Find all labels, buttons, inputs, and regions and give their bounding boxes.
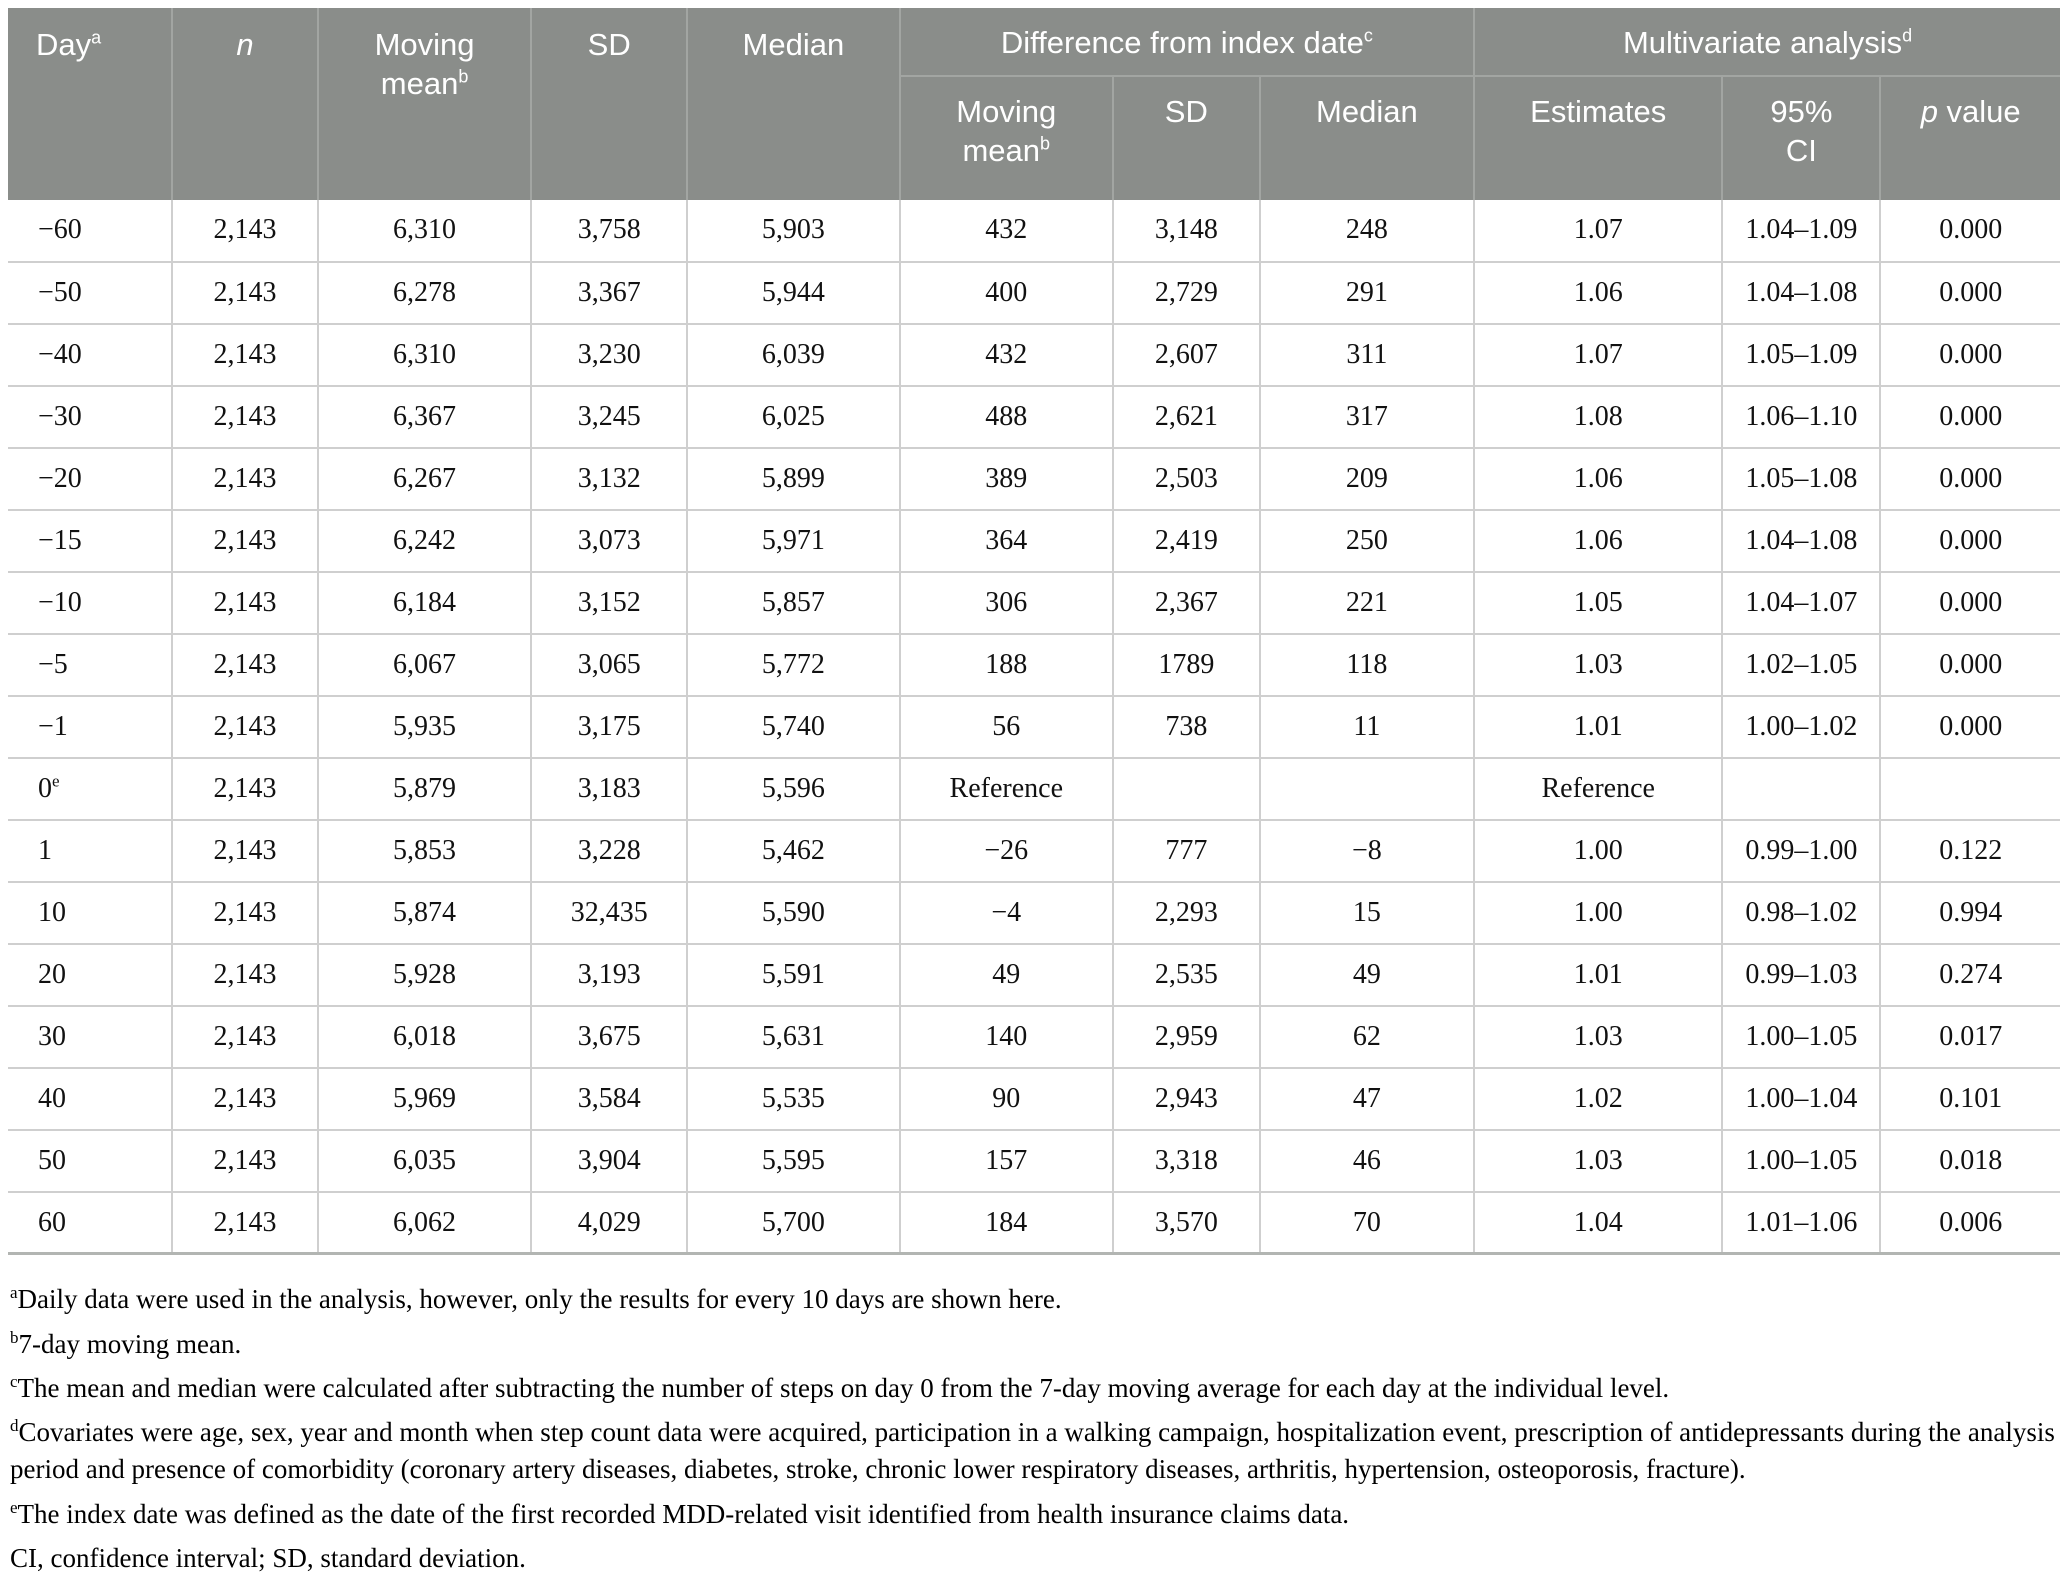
cell-mm: 6,067 (318, 634, 531, 696)
header-day-label: Day (36, 27, 92, 62)
header-n-label: n (236, 27, 254, 62)
cell-ci: 1.00–1.02 (1722, 696, 1880, 758)
table-row (8, 758, 2060, 820)
header-diff-group (900, 8, 1475, 76)
table-row (8, 1068, 2060, 1130)
cell-est: 1.07 (1474, 200, 1722, 262)
cell-sd: 3,073 (531, 510, 687, 572)
cell-ci: 1.05–1.08 (1722, 448, 1880, 510)
table-row (8, 1130, 2060, 1192)
header-diff-median (1260, 76, 1474, 200)
cell-p: 0.006 (1880, 1192, 2060, 1254)
table-row (8, 1192, 2060, 1254)
cell-day: 50 (8, 1130, 172, 1192)
cell-ci: 1.05–1.09 (1722, 324, 1880, 386)
cell-mm: 6,278 (318, 262, 531, 324)
cell-p: 0.018 (1880, 1130, 2060, 1192)
cell-n: 2,143 (172, 882, 318, 944)
table-row (8, 510, 2060, 572)
cell-p: 0.122 (1880, 820, 2060, 882)
cell-d_med: 291 (1260, 262, 1474, 324)
cell-sd: 3,245 (531, 386, 687, 448)
cell-d_sd: 2,729 (1113, 262, 1260, 324)
cell-med: 5,772 (687, 634, 899, 696)
cell-d_med: −8 (1260, 820, 1474, 882)
cell-d_mm: 400 (900, 262, 1113, 324)
cell-p: 0.000 (1880, 510, 2060, 572)
cell-d_sd: 2,419 (1113, 510, 1260, 572)
table-row (8, 448, 2060, 510)
cell-d_med: 11 (1260, 696, 1474, 758)
header-95-ci-wrap (1765, 93, 1837, 171)
cell-mm: 6,062 (318, 1192, 531, 1254)
cell-sd: 3,228 (531, 820, 687, 882)
cell-d_sd: 2,293 (1113, 882, 1260, 944)
cell-day: −5 (8, 634, 172, 696)
cell-d_sd: 2,607 (1113, 324, 1260, 386)
cell-med: 5,591 (687, 944, 899, 1006)
cell-n: 2,143 (172, 324, 318, 386)
cell-day: 1 (8, 820, 172, 882)
cell-p (1880, 758, 2060, 820)
cell-n: 2,143 (172, 820, 318, 882)
cell-d_med: 209 (1260, 448, 1474, 510)
header-multivariate-group-label: Multivariate analysis (1622, 25, 1903, 60)
cell-p: 0.000 (1880, 386, 2060, 448)
cell-d_med: 47 (1260, 1068, 1474, 1130)
cell-sd: 3,367 (531, 262, 687, 324)
cell-ci: 1.04–1.08 (1722, 262, 1880, 324)
cell-n: 2,143 (172, 572, 318, 634)
cell-ci: 0.99–1.03 (1722, 944, 1880, 1006)
cell-d_med: 118 (1260, 634, 1474, 696)
cell-d_med: 62 (1260, 1006, 1474, 1068)
table-row (8, 696, 2060, 758)
cell-est: 1.02 (1474, 1068, 1722, 1130)
cell-sd: 3,584 (531, 1068, 687, 1130)
header-estimates (1474, 76, 1722, 200)
cell-med: 5,590 (687, 882, 899, 944)
table-row (8, 262, 2060, 324)
cell-p: 0.000 (1880, 324, 2060, 386)
header-sd (531, 8, 687, 200)
cell-mm: 5,935 (318, 696, 531, 758)
cell-n: 2,143 (172, 758, 318, 820)
cell-n: 2,143 (172, 448, 318, 510)
header-multivariate-group (1474, 8, 2060, 76)
header-diff-moving-mean-wrap (944, 93, 1069, 171)
cell-day: 20 (8, 944, 172, 1006)
header-diff-moving-mean (900, 76, 1113, 200)
header-diff-sd-label: SD (1164, 93, 1208, 129)
cell-sd: 4,029 (531, 1192, 687, 1254)
table-row (8, 386, 2060, 448)
cell-mm: 5,969 (318, 1068, 531, 1130)
cell-n: 2,143 (172, 510, 318, 572)
cell-sd: 32,435 (531, 882, 687, 944)
footnote-marker: d (10, 1416, 19, 1435)
footnote: $^c$The mean and median were calculated after subtracting the number of steps on day 0 from the 7-day moving average for each day at the individual level. (10, 1371, 1670, 1403)
header-sd-label: SD (587, 27, 631, 62)
header-diff-median-label: Median (1316, 93, 1418, 129)
cell-day: −1 (8, 696, 172, 758)
cell-mm: 5,853 (318, 820, 531, 882)
cell-p: 0.274 (1880, 944, 2060, 1006)
cell-mm: 6,367 (318, 386, 531, 448)
cell-d_med: 248 (1260, 200, 1474, 262)
cell-n: 2,143 (172, 1130, 318, 1192)
cell-d_sd: 2,503 (1113, 448, 1260, 510)
cell-n: 2,143 (172, 1006, 318, 1068)
cell-med: 5,857 (687, 572, 899, 634)
cell-day: −60 (8, 200, 172, 262)
cell-est: 1.03 (1474, 634, 1722, 696)
results-table (8, 8, 2060, 1255)
cell-mm: 6,310 (318, 200, 531, 262)
cell-d_sd: 3,570 (1113, 1192, 1260, 1254)
table-row (8, 572, 2060, 634)
cell-est: 1.05 (1474, 572, 1722, 634)
cell-est: 1.08 (1474, 386, 1722, 448)
cell-n: 2,143 (172, 1192, 318, 1254)
table-header (8, 8, 2060, 200)
table-row (8, 634, 2060, 696)
footnotes (8, 1255, 2060, 1577)
cell-d_sd (1113, 758, 1260, 820)
cell-day: −30 (8, 386, 172, 448)
cell-mm: 5,879 (318, 758, 531, 820)
header-diff-moving-mean-label: Moving mean (956, 93, 1057, 168)
cell-d_sd: 3,318 (1113, 1130, 1260, 1192)
cell-d_sd: 1789 (1113, 634, 1260, 696)
footnote: $^e$The index date was defined as the date of the first recorded MDD-related visit identified from health insurance claims data. (10, 1497, 1350, 1529)
header-median (687, 8, 899, 200)
table-row (8, 944, 2060, 1006)
cell-p: 0.017 (1880, 1006, 2060, 1068)
cell-ci: 1.00–1.04 (1722, 1068, 1880, 1130)
cell-d_mm: Reference (900, 758, 1113, 820)
cell-n: 2,143 (172, 1068, 318, 1130)
cell-p: 0.000 (1880, 200, 2060, 262)
table-row (8, 882, 2060, 944)
header-moving-mean-label: Moving mean (374, 27, 475, 101)
footnote: $^d$Covariates were age, sex, year and month when step count data were acquired, participation in a walking campaign, hospitalization event, prescription of antidepressants during the analysis period and presence of comorbidity (coronary artery diseases, diabetes, stroke, chronic lower respiratory diseases, arthritis, hypertension, osteoporosis, fracture). (10, 1416, 2055, 1485)
cell-est: Reference (1474, 758, 1722, 820)
header-p-rest: value (1937, 93, 2021, 129)
cell-d_med: 317 (1260, 386, 1474, 448)
footnote-marker: b (10, 1327, 19, 1347)
header-estimates-label: Estimates (1530, 93, 1667, 129)
header-median-label: Median (742, 27, 845, 62)
cell-med: 5,903 (687, 200, 899, 262)
cell-p: 0.000 (1880, 448, 2060, 510)
cell-n: 2,143 (172, 696, 318, 758)
cell-med: 5,535 (687, 1068, 899, 1130)
cell-d_mm: −4 (900, 882, 1113, 944)
cell-sd: 3,152 (531, 572, 687, 634)
cell-med: 5,595 (687, 1130, 899, 1192)
header-day (8, 8, 172, 200)
header-row-groups (8, 8, 2060, 76)
header-95-ci (1722, 76, 1880, 200)
cell-ci: 1.02–1.05 (1722, 634, 1880, 696)
cell-d_mm: −26 (900, 820, 1113, 882)
cell-med: 6,025 (687, 386, 899, 448)
cell-med: 5,631 (687, 1006, 899, 1068)
cell-day: −50 (8, 262, 172, 324)
cell-d_mm: 188 (900, 634, 1113, 696)
table-row (8, 820, 2060, 882)
table-row (8, 324, 2060, 386)
cell-day: 0e (8, 758, 172, 820)
cell-d_med: 250 (1260, 510, 1474, 572)
cell-d_sd: 2,367 (1113, 572, 1260, 634)
cell-ci: 1.06–1.10 (1722, 386, 1880, 448)
table-row (8, 200, 2060, 262)
footnote: CI, confidence interval; SD, standard deviation. (10, 1542, 526, 1573)
cell-med: 5,971 (687, 510, 899, 572)
cell-mm: 6,184 (318, 572, 531, 634)
cell-ci: 1.04–1.07 (1722, 572, 1880, 634)
cell-mm: 5,928 (318, 944, 531, 1006)
cell-ci: 1.00–1.05 (1722, 1006, 1880, 1068)
cell-mm: 6,035 (318, 1130, 531, 1192)
cell-sd: 3,904 (531, 1130, 687, 1192)
cell-d_mm: 389 (900, 448, 1113, 510)
cell-med: 5,700 (687, 1192, 899, 1254)
cell-ci: 1.04–1.09 (1722, 200, 1880, 262)
cell-est: 1.01 (1474, 696, 1722, 758)
cell-est: 1.00 (1474, 882, 1722, 944)
cell-mm: 6,310 (318, 324, 531, 386)
header-p-value (1880, 76, 2060, 200)
cell-p: 0.101 (1880, 1068, 2060, 1130)
cell-day: −40 (8, 324, 172, 386)
footnote: $^b$7-day moving mean. (10, 1327, 242, 1359)
cell-sd: 3,065 (531, 634, 687, 696)
cell-d_med: 15 (1260, 882, 1474, 944)
cell-d_sd: 738 (1113, 696, 1260, 758)
header-diff-group-label: Difference from index date (1000, 25, 1364, 60)
cell-d_med: 70 (1260, 1192, 1474, 1254)
cell-sd: 3,183 (531, 758, 687, 820)
cell-sd: 3,230 (531, 324, 687, 386)
cell-med: 5,899 (687, 448, 899, 510)
footnote-marker: a (10, 1283, 18, 1303)
cell-d_sd: 777 (1113, 820, 1260, 882)
cell-d_mm: 364 (900, 510, 1113, 572)
cell-ci (1722, 758, 1880, 820)
header-p-italic: p (1920, 93, 1938, 129)
cell-d_mm: 56 (900, 696, 1113, 758)
cell-day: 30 (8, 1006, 172, 1068)
cell-d_mm: 306 (900, 572, 1113, 634)
cell-d_med: 49 (1260, 944, 1474, 1006)
cell-d_mm: 90 (900, 1068, 1113, 1130)
cell-mm: 6,267 (318, 448, 531, 510)
header-moving-mean (318, 8, 531, 200)
footnote-marker: c (10, 1371, 18, 1391)
cell-d_mm: 140 (900, 1006, 1113, 1068)
header-n (172, 8, 318, 200)
cell-day: 10 (8, 882, 172, 944)
cell-med: 5,462 (687, 820, 899, 882)
header-multivariate-group-sup: d (1902, 25, 1913, 46)
cell-med: 5,944 (687, 262, 899, 324)
cell-ci: 1.01–1.06 (1722, 1192, 1880, 1254)
cell-est: 1.00 (1474, 820, 1722, 882)
table-row (8, 1006, 2060, 1068)
cell-est: 1.06 (1474, 262, 1722, 324)
cell-sd: 3,758 (531, 200, 687, 262)
table-body (8, 200, 2060, 1254)
header-moving-mean-sup: b (458, 66, 469, 87)
cell-mm: 6,242 (318, 510, 531, 572)
cell-d_sd: 2,959 (1113, 1006, 1260, 1068)
cell-mm: 5,874 (318, 882, 531, 944)
cell-d_mm: 49 (900, 944, 1113, 1006)
header-day-sup: a (91, 27, 102, 48)
cell-d_med (1260, 758, 1474, 820)
cell-p: 0.000 (1880, 696, 2060, 758)
cell-mm: 6,018 (318, 1006, 531, 1068)
cell-d_mm: 432 (900, 324, 1113, 386)
header-diff-moving-mean-sup: b (1040, 133, 1051, 154)
cell-n: 2,143 (172, 634, 318, 696)
cell-d_sd: 2,621 (1113, 386, 1260, 448)
cell-sd: 3,132 (531, 448, 687, 510)
cell-est: 1.04 (1474, 1192, 1722, 1254)
cell-p: 0.000 (1880, 572, 2060, 634)
cell-day: −20 (8, 448, 172, 510)
cell-ci: 0.98–1.02 (1722, 882, 1880, 944)
cell-est: 1.06 (1474, 448, 1722, 510)
cell-p: 0.000 (1880, 634, 2060, 696)
cell-d_mm: 157 (900, 1130, 1113, 1192)
cell-p: 0.000 (1880, 262, 2060, 324)
cell-ci: 0.99–1.00 (1722, 820, 1880, 882)
cell-n: 2,143 (172, 200, 318, 262)
day-sup: e (52, 771, 60, 791)
cell-sd: 3,193 (531, 944, 687, 1006)
cell-day: 40 (8, 1068, 172, 1130)
cell-med: 5,596 (687, 758, 899, 820)
footnote: $^a$Daily data were used in the analysis, however, only the results for every 10 days are shown here. (10, 1283, 1062, 1315)
cell-d_mm: 432 (900, 200, 1113, 262)
cell-med: 5,740 (687, 696, 899, 758)
cell-d_mm: 184 (900, 1192, 1113, 1254)
cell-d_mm: 488 (900, 386, 1113, 448)
cell-sd: 3,675 (531, 1006, 687, 1068)
cell-d_sd: 2,535 (1113, 944, 1260, 1006)
cell-day: 60 (8, 1192, 172, 1254)
cell-n: 2,143 (172, 386, 318, 448)
cell-n: 2,143 (172, 944, 318, 1006)
cell-day: −15 (8, 510, 172, 572)
cell-d_sd: 3,148 (1113, 200, 1260, 262)
cell-ci: 1.04–1.08 (1722, 510, 1880, 572)
cell-d_med: 221 (1260, 572, 1474, 634)
cell-d_sd: 2,943 (1113, 1068, 1260, 1130)
cell-n: 2,143 (172, 262, 318, 324)
cell-p: 0.994 (1880, 882, 2060, 944)
cell-d_med: 311 (1260, 324, 1474, 386)
cell-est: 1.03 (1474, 1006, 1722, 1068)
footnote-marker: e (10, 1497, 18, 1517)
cell-sd: 3,175 (531, 696, 687, 758)
cell-ci: 1.00–1.05 (1722, 1130, 1880, 1192)
header-moving-mean-wrap (362, 26, 487, 104)
header-diff-sd (1113, 76, 1260, 200)
cell-est: 1.03 (1474, 1130, 1722, 1192)
cell-d_med: 46 (1260, 1130, 1474, 1192)
cell-est: 1.01 (1474, 944, 1722, 1006)
cell-est: 1.07 (1474, 324, 1722, 386)
cell-est: 1.06 (1474, 510, 1722, 572)
cell-med: 6,039 (687, 324, 899, 386)
header-diff-group-sup: c (1363, 25, 1373, 46)
cell-day: −10 (8, 572, 172, 634)
header-95-ci-label: 95% CI (1770, 93, 1833, 168)
